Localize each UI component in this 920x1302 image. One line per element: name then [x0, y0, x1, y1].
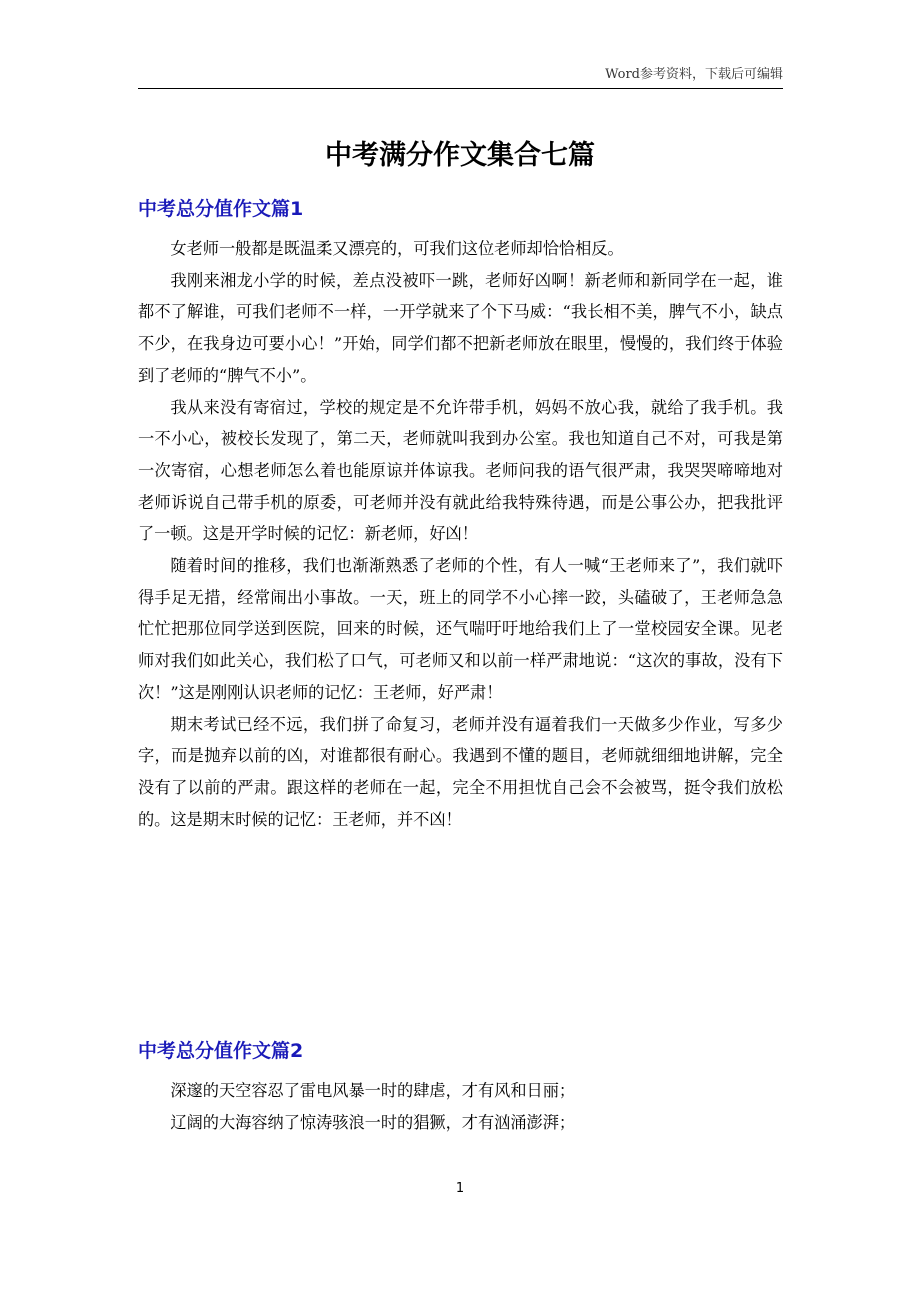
section-heading-1: 中考总分值作文篇1 [138, 198, 304, 220]
section-body-2 [138, 1075, 783, 1138]
paragraph: 深邃的天空容忍了雷电风暴一时的肆虐，才有风和日丽； [170, 1081, 576, 1100]
paragraph: 辽阔的大海容纳了惊涛骇浪一时的猖獗，才有汹涌澎湃； [170, 1112, 576, 1132]
section-body-1 [138, 233, 783, 835]
paragraph: 期末考试已经不远，我们拼了命复习，老师并没有逼着我们一天做多少作业，写多少字，而是抛弃以前的凶，对谁都很有耐心。我遇到不懂的题目，老师就细细地讲解，完全没有了以前的严肃。跟这样的老师在一起，完全不用担忧自己会不会被骂，挺令我们放松的。这是期末时候的记忆：王老师，并不凶！ [138, 714, 783, 829]
paragraph: 我刚来湘龙小学的时候，差点没被吓一跳，老师好凶啊！新老师和新同学在一起，谁都不了解谁，可我们老师不一样，一开学就来了个下马威：“我长相不美，脾气不小，缺点不少，在我身边可要小心！”开始，同学们都不把新老师放在眼里，慢慢的，我们终于体验到了老师的“脾气不小”。 [138, 270, 783, 385]
document-title: 中考满分作文集合七篇 [325, 140, 595, 171]
paragraph: 随着时间的推移，我们也渐渐熟悉了老师的个性，有人一喊“王老师来了”，我们就吓得手足无措，经常闹出小事故。一天，班上的同学不小心摔一跤，头磕破了，王老师急急忙忙把那位同学送到医院，回来的时候，还气喘吁吁地给我们上了一堂校园安全课。见老师对我们如此关心，我们松了口气，可老师又和以前一样严肃地说：“这次的事故，没有下次！”这是刚刚认识老师的记忆：王老师，好严肃！ [138, 556, 783, 702]
paragraph: 女老师一般都是既温柔又漂亮的，可我们这位老师却恰恰相反。 [170, 239, 624, 258]
page-header [138, 66, 783, 89]
header-note: Word参考资料，下载后可编辑 [605, 67, 783, 82]
section-heading-2: 中考总分值作文篇2 [138, 1040, 304, 1062]
paragraph: 我从来没有寄宿过，学校的规定是不允许带手机，妈妈不放心我，就给了我手机。我一不小心，被校长发现了，第二天，老师就叫我到办公室。我也知道自己不对，可我是第一次寄宿，心想老师怎么着也能原谅并体谅我。老师问我的语气很严肃，我哭哭啼啼地对老师诉说自己带手机的原委，可老师并没有就此给我特殊待遇，而是公事公办，把我批评了一顿。这是开学时候的记忆：新老师，好凶！ [138, 397, 783, 544]
page-number: 1 [455, 1181, 465, 1196]
